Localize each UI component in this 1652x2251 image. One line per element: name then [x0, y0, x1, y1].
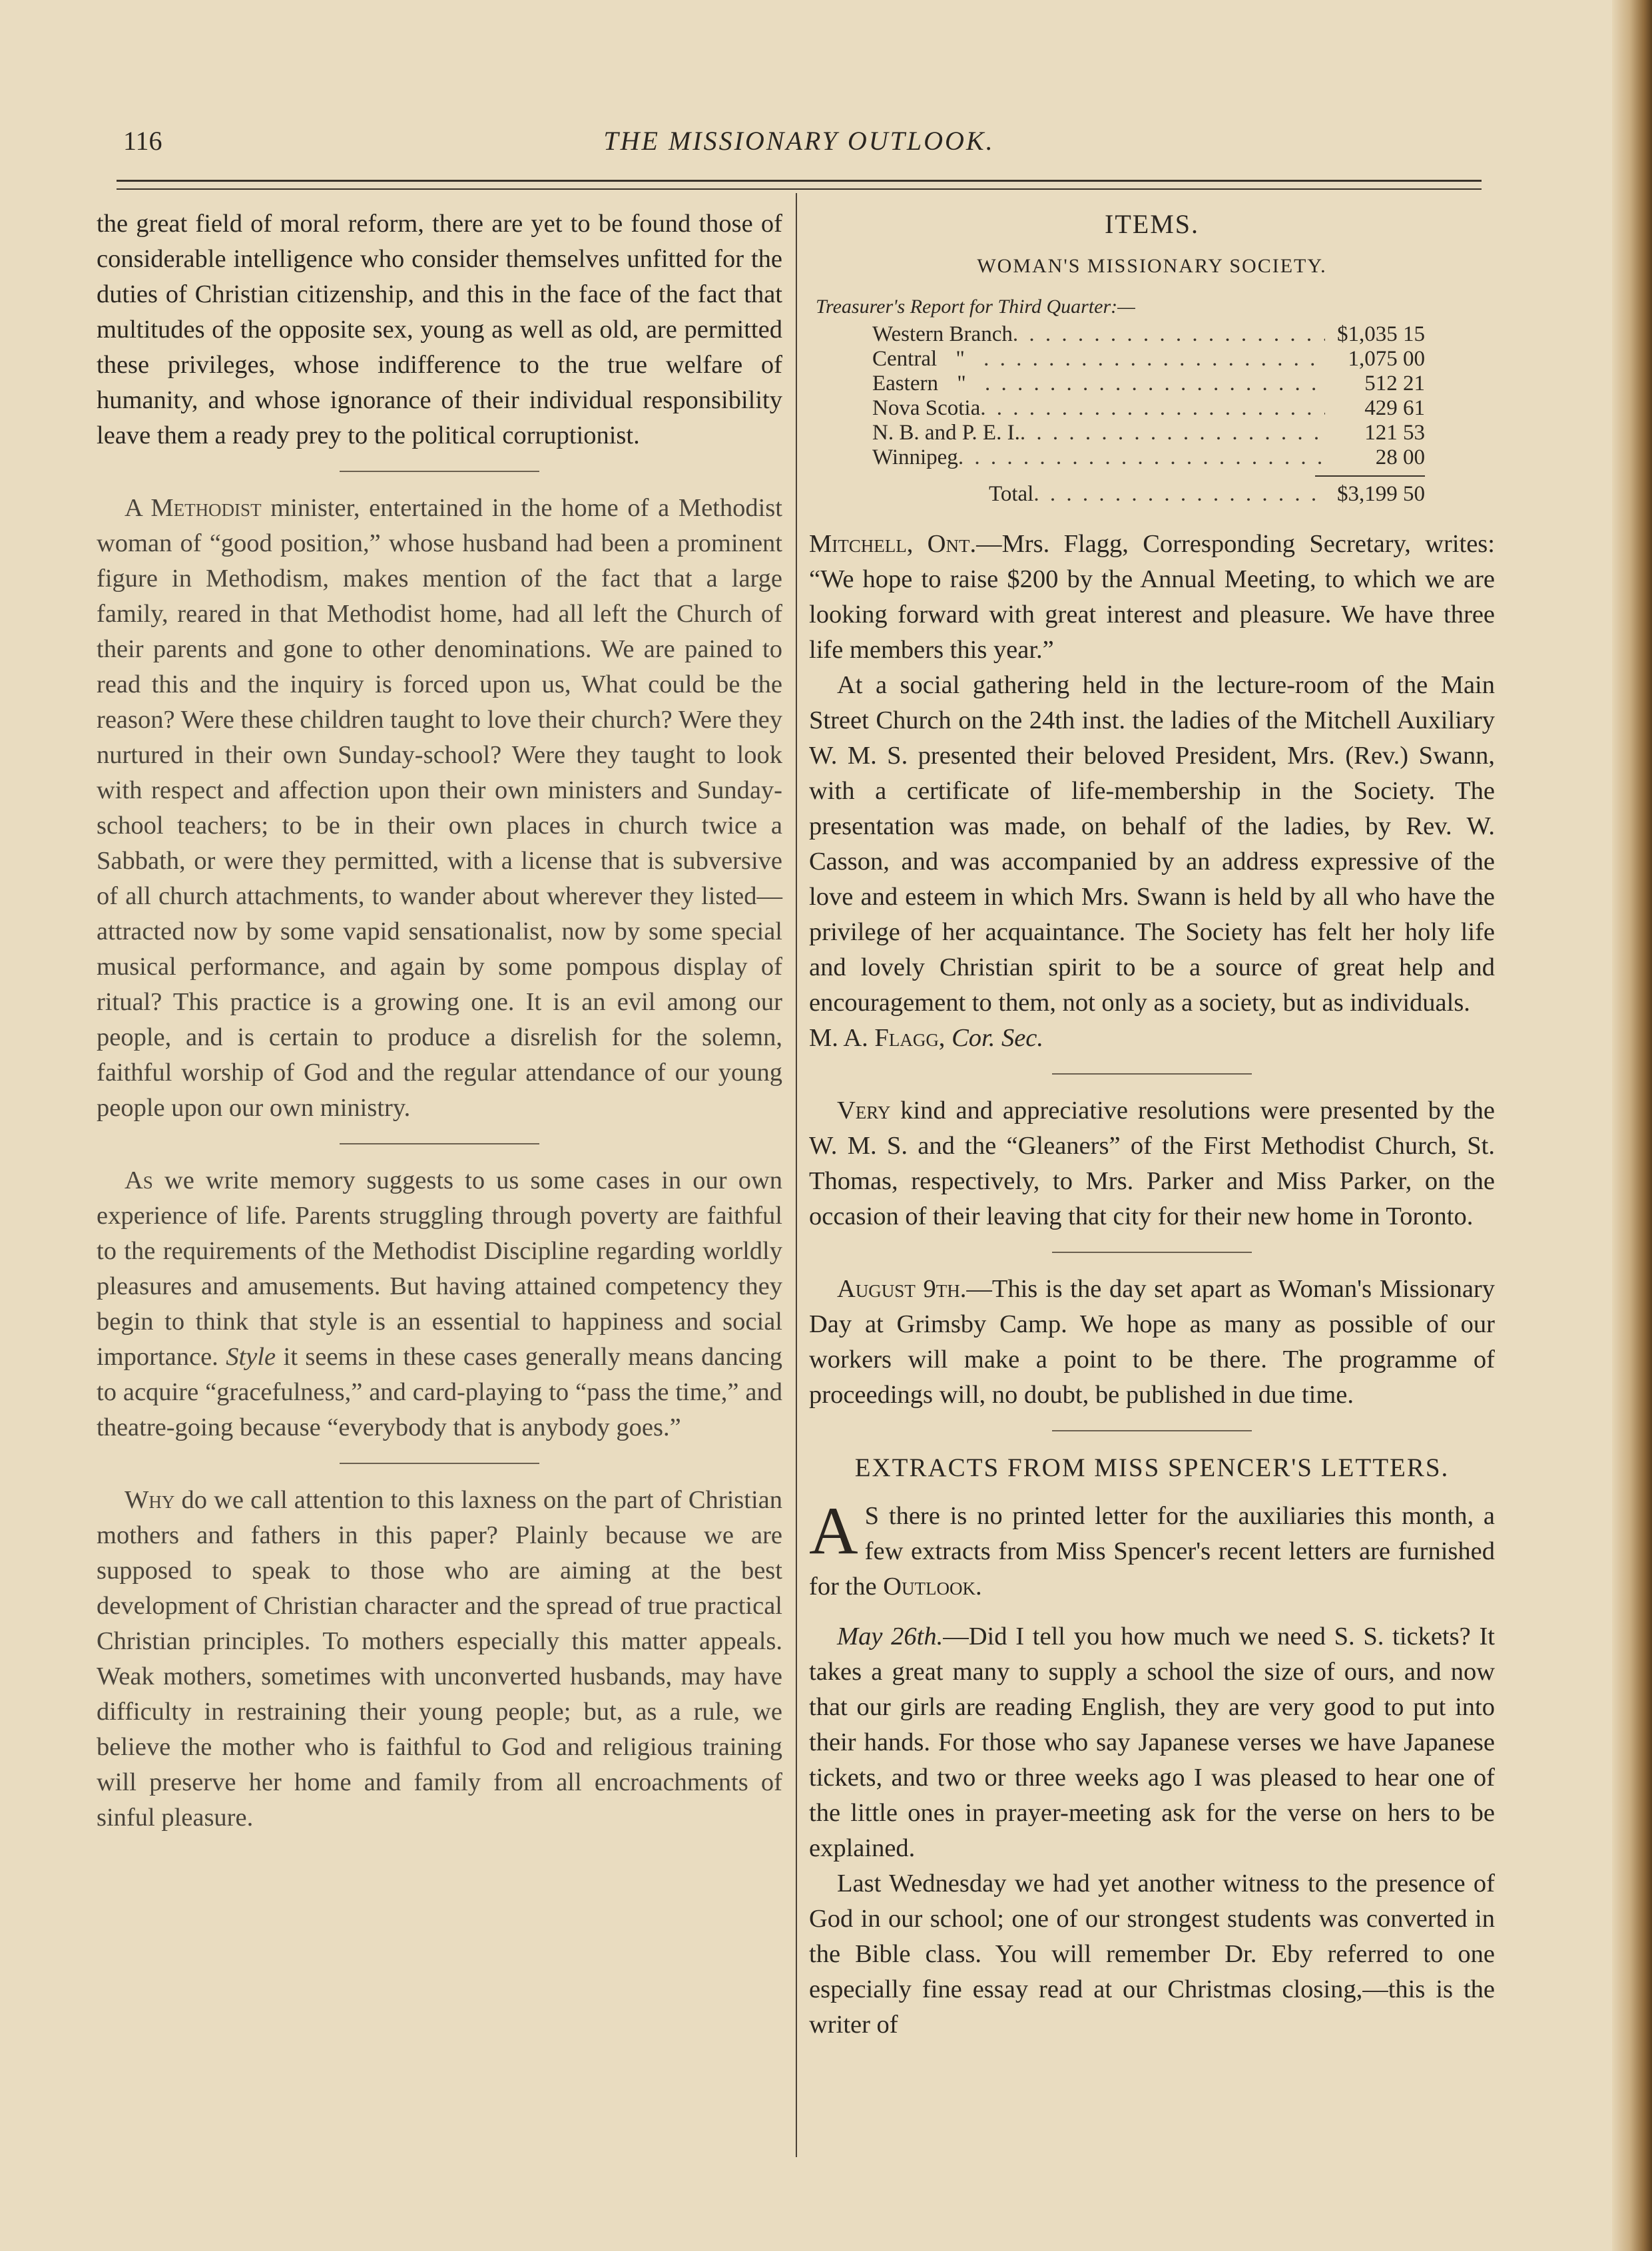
ditto-mark: "	[957, 372, 966, 395]
extracts-intro-paragraph	[809, 1493, 1495, 1605]
branch-amount: $1,035 15	[1337, 322, 1425, 346]
branch-amount: 28 00	[1375, 445, 1425, 469]
may-letter-paragraph	[809, 1619, 1495, 1866]
report-row	[872, 445, 1425, 470]
branch-name: Nova Scotia	[872, 396, 981, 420]
report-total-row	[872, 482, 1425, 507]
page-number: 116	[123, 126, 162, 156]
branch-name: Western Branch	[872, 322, 1013, 346]
total-rule	[1315, 475, 1425, 477]
style-italic-word: Style	[226, 1343, 276, 1371]
branch-amount: 512 21	[1364, 372, 1425, 395]
branch-name: Central	[872, 347, 938, 371]
treasurer-report-title: Treasurer's Report for Third Quarter:—	[816, 296, 1135, 318]
resolutions-paragraph	[809, 1093, 1495, 1234]
signature-title: Cor. Sec.	[952, 1024, 1044, 1052]
items-heading: ITEMS.	[1105, 209, 1199, 239]
paragraph-body: —This is the day set apart as Woman's Missionary Day at Grimsby Camp. We hope as many as possible of our workers will make a point to be there. The programme of proceedings will, no doubt, be published in due time.	[809, 1275, 1495, 1409]
report-row	[872, 322, 1425, 347]
wednesday-paragraph: Last Wednesday we had yet another witness to the presence of God in our school; one of our strongest students was converted in the Bible class. You will remember Dr. Eby referred to one especially fine essay read at our Christmas closing,—this is the writer of	[809, 1870, 1495, 2039]
leader-dots	[980, 396, 1325, 421]
branch-name: N. B. and P. E. I.	[872, 421, 1020, 445]
mitchell-paragraph	[809, 527, 1495, 668]
extracts-heading: EXTRACTS FROM MISS SPENCER'S LETTERS.	[854, 1453, 1450, 1482]
leader-dots	[983, 347, 1325, 372]
paragraph-body-cont: it seems in these cases generally means dancing to acquire “gracefulness,” and card-playing to “pass the time,” and theatre-going because “everybody that is anybody goes.”	[97, 1343, 782, 1441]
outlook-word: Outlook	[883, 1573, 975, 1601]
branch-name: Eastern	[872, 372, 938, 395]
left-column	[97, 206, 782, 1836]
total-amount: $3,199 50	[1337, 482, 1425, 506]
branch-amount: 1,075 00	[1348, 347, 1425, 371]
leader-dots	[958, 445, 1325, 470]
branch-amount: 121 53	[1364, 421, 1425, 445]
treasurer-report-table	[872, 322, 1425, 507]
branch-name: Winnipeg	[872, 445, 958, 469]
paragraph-body: —Did I tell you how much we need S. S. tickets? It takes a great many to supply a school the size of ours, and now that our girls are reading English, they are very good to put into their hands. For those who say Japanese verses we have Japanese tickets, and two or three weeks ago I was pleased to hear one of the little ones in prayer-meeting ask for the verse on hers to be explained.	[809, 1623, 1495, 1862]
paragraph-lead: Mitchell, Ont.	[809, 530, 977, 558]
august-paragraph	[809, 1272, 1495, 1413]
social-gathering-paragraph: At a social gathering held in the lecture-room of the Main Street Church on the 24th inst. the ladies of the Mitchell Auxiliary W. M. S. presented their beloved President, Mrs. (Rev.) Swann, with a certificate of life-membership in the Society. The presentation was made, on behalf of the ladies, by Rev. W. Casson, and was accompanied by an address expressive of the love and esteem in which Mrs. Swann is held by all who have the privilege of her acquaintance. The Society has felt her holy life and lovely Christian spirit to be a source of great help and encouragement to them, not only as a society, but as individuals.	[809, 671, 1495, 1017]
header-double-rule	[117, 180, 1482, 190]
report-row	[872, 372, 1425, 396]
section-separator	[1052, 1252, 1252, 1253]
methodist-minister-paragraph	[97, 491, 782, 1126]
paragraph-body: kind and appreciative resolutions were presented by the W. M. S. and the “Gleaners” of the First Methodist Church, St. Thomas, respectively, to Mrs. Parker and Miss Parker, on the occasion of their leaving that city for their new home in Toronto.	[809, 1097, 1495, 1230]
section-separator	[1052, 1073, 1252, 1075]
period: .	[975, 1573, 982, 1601]
report-row	[872, 396, 1425, 421]
why-paragraph	[97, 1483, 782, 1836]
total-label: Total	[989, 482, 1034, 506]
paragraph-lead: August 9th.	[837, 1275, 967, 1303]
drop-cap: A	[809, 1493, 858, 1569]
page-edge-shadow	[1612, 0, 1652, 2251]
section-separator	[1052, 1430, 1252, 1431]
moral-reform-paragraph: the great field of moral reform, there are yet to be found those of considerable intelligence who consider themselves unfitted for the duties of Christian citizenship, and this in the face of the fact that multitudes of the opposite sex, young as well as old, are permitted these privileges, whose indifference to the true welfare of humanity, and whose ignorance of their individual responsibility leave them a ready prey to the political corruptionist.	[97, 210, 782, 449]
section-separator	[340, 1143, 539, 1144]
paragraph-body: do we call attention to this laxness on the part of Christian mothers and fathers in this paper? Plainly because we are supposed to speak to those who are aiming at the best development of Christian character and the spread of true practical Christian principles. To mothers especially this matter appeals. Weak mothers, sometimes with unconverted husbands, may have difficulty in restraining their young people; but, as a rule, we believe the mother who is faithful to God and religious training will preserve her home and family from all encroachments of sinful pleasure.	[97, 1486, 782, 1832]
paragraph-lead: Why	[125, 1486, 175, 1514]
section-separator	[340, 1463, 539, 1464]
paragraph-body: —Mrs. Flagg, Corresponding Secretary, writes: “We hope to raise $200 by the Annual Meeting, to which we are looking forward with great interest and pleasure. We have three life members this year.”	[809, 530, 1495, 664]
leader-dots	[1033, 482, 1325, 507]
memory-paragraph	[97, 1163, 782, 1445]
report-row	[872, 421, 1425, 445]
paragraph-body: S there is no printed letter for the auxiliaries this month, a few extracts from Miss Spencer's recent letters are furnished for the	[809, 1502, 1495, 1601]
paragraph-body: minister, entertained in the home of a Methodist woman of “good position,” whose husband had been a prominent figure in Methodism, makes mention of the fact that a large family, reared in that Methodist home, had all left the Church of their parents and gone to other denominations. We are pained to read this and the inquiry is forced upon us, What could be the reason? Were these children taught to love their church? Were they nurtured in their own Sunday-school? Were they taught to look with respect and affection upon their own ministers and Sunday-school teachers; to be in their own places in church twice a Sabbath, or were they permitted, with a license that is subversive of all church attachments, to wander about wherever they listed—attracted now by some vapid sensationalist, now by some special musical performance, and again by some pompous display of ritual? This practice is a growing one. It is an evil among our people, and is certain to produce a disrelish for the solemn, faithful worship of God and the regular attendance of our young people upon our own ministry.	[97, 494, 782, 1122]
leader-dots	[1013, 322, 1325, 347]
section-separator	[340, 471, 539, 472]
paragraph-lead: Very	[837, 1097, 891, 1125]
running-title: THE MISSIONARY OUTLOOK.	[603, 126, 995, 156]
paragraph-body: we write memory suggests to us some cases in our own experience of life. Parents struggling through poverty are faithful to the requirements of the Methodist Discipline regarding worldly pleasures and amusements. But having attained competency they begin to think that style is an essential to happiness and social importance.	[97, 1166, 782, 1371]
society-heading: WOMAN'S MISSIONARY SOCIETY.	[977, 255, 1327, 277]
ditto-mark: "	[956, 347, 965, 371]
column-divider	[796, 193, 797, 2157]
report-row	[872, 347, 1425, 372]
leader-dots	[985, 372, 1325, 396]
branch-amount: 429 61	[1364, 396, 1425, 420]
right-column	[809, 206, 1495, 2043]
letter-date: May 26th.	[837, 1623, 944, 1650]
paragraph-lead: As	[125, 1166, 153, 1194]
page-header	[117, 125, 1482, 165]
signature-line	[809, 1021, 1495, 1056]
leader-dots	[1020, 421, 1325, 445]
paragraph-lead: A Methodist	[125, 494, 262, 522]
signature-name: M. A. Flagg,	[809, 1024, 952, 1052]
